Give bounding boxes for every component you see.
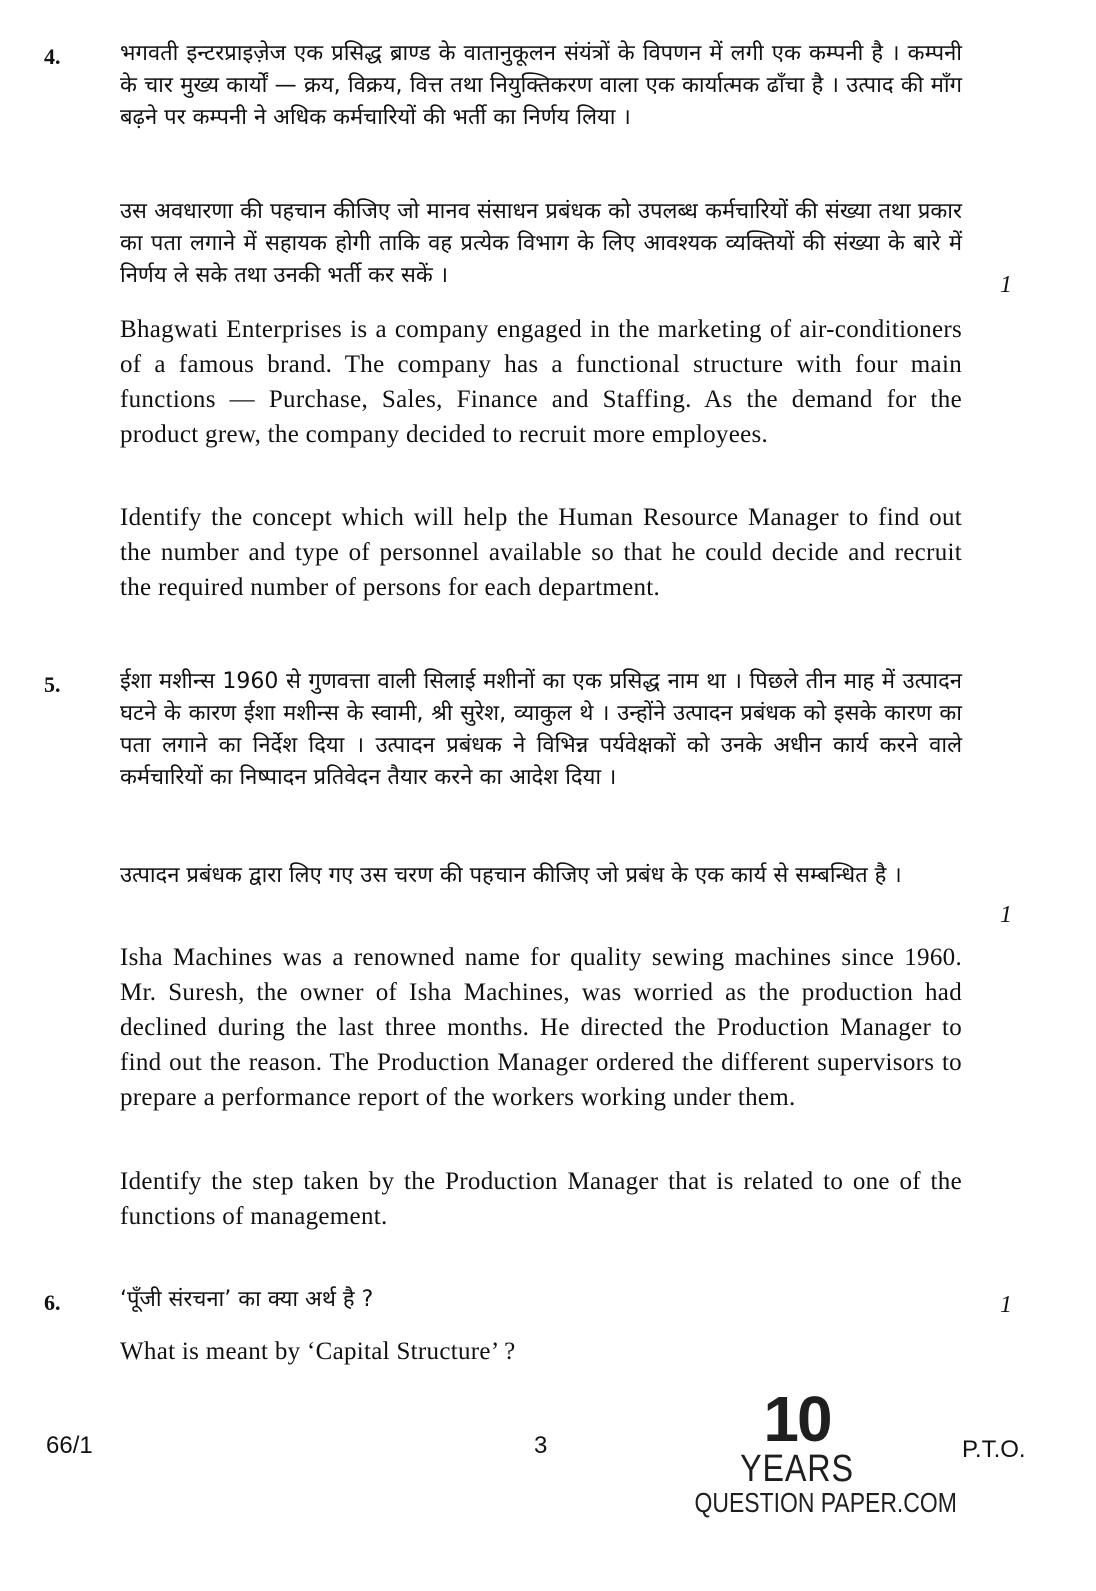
- question-4-hindi-stem: भगवती इन्टरप्राइज़ेज एक प्रसिद्ध ब्राण्ड के वातानुकूलन संयंत्रों के विपणन में लगी एक कम्पनी है । कम्पनी के चार मुख्य कार्यों — क्रय, विक्रय, वित्त तथा नियुक्तिकरण वाला एक कार्यात्मक ढाँचा है । उत्पाद की माँग बढ़ने पर कम्पनी ने अधिक कर्मचारियों की भर्ती का निर्णय लिया ।: [120, 41, 962, 130]
- question-6-english-question: What is meant by ‘Capital Structure’ ?: [120, 1338, 516, 1365]
- question-4-english-stem: Bhagwati Enterprises is a company engaged in the marketing of air-conditioners of a famous brand. The company has a functional structure with four main functions — Purchase, Sales, Finance and Staffing. As the demand for the product grew, the company decided to recruit more employees.: [120, 316, 962, 448]
- question-6-marks: 1: [1000, 1292, 1012, 1318]
- question-4-english-question: Identify the concept which will help the Human Resource Manager to find out the number and type of personnel available so that he could decide and recruit the required number of persons for each department.: [120, 504, 962, 601]
- question-5-hindi-stem: ईशा मशीन्स 1960 से गुणवत्ता वाली सिलाई मशीनों का एक प्रसिद्ध नाम था । पिछले तीन माह में उत्पादन घटने के कारण ईशा मशीन्स के स्वामी, श्री सुरेश, व्याकुल थे । उन्होंने उत्पादन प्रबंधक को इसके कारण का पता लगाने का निर्देश दिया । उत्पादन प्रबंधक ने विभिन्न पर्यवेक्षकों को उनके अधीन कार्य करने वाले कर्मचारियों का निष्पादन प्रतिवेदन तैयार करने का आदेश दिया ।: [120, 669, 962, 790]
- question-5-hindi-question: उत्पादन प्रबंधक द्वारा लिए गए उस चरण की पहचान कीजिए जो प्रबंध के एक कार्य से सम्बन्धित है ।: [120, 863, 902, 888]
- watermark-site: QUESTION PAPER.COM: [694, 1487, 957, 1518]
- question-5-number: 5.: [44, 672, 61, 697]
- question-4-number: 4.: [44, 44, 61, 69]
- question-4-hindi-question: उस अवधारणा की पहचान कीजिए जो मानव संसाधन प्रबंधक को उपलब्ध कर्मचारियों की संख्या तथा प्रकार का पता लगाने में सहायक होगी ताकि वह प्रत्येक विभाग के लिए आवश्यक व्यक्तियों की संख्या के बारे में निर्णय ले सके तथा उनकी भर्ती कर सकें ।: [120, 199, 962, 288]
- paper-code: 66/1: [46, 1432, 93, 1459]
- question-6-hindi-question: ‘पूँजी संरचना’ का क्या अर्थ है ?: [120, 1287, 374, 1312]
- page-number: 3: [534, 1432, 548, 1459]
- watermark-years: YEARS: [740, 1448, 854, 1490]
- question-6-number: 6.: [44, 1290, 61, 1315]
- question-5-english-question: Identify the step taken by the Production Manager that is related to one of the functions of management.: [120, 1168, 962, 1230]
- question-5-marks: 1: [1000, 902, 1012, 928]
- watermark-number: 10: [763, 1383, 831, 1455]
- watermark-logo: [672, 1383, 957, 1518]
- question-4-marks: 1: [1000, 272, 1012, 298]
- question-5-english-stem: Isha Machines was a renowned name for quality sewing machines since 1960. Mr. Suresh, the owner of Isha Machines, was worried as the production had declined during the last three months. He directed the Production Manager to find out the reason. The Production Manager ordered the different supervisors to prepare a performance report of the workers working under them.: [120, 944, 962, 1111]
- pto-label: P.T.O.: [962, 1436, 1026, 1463]
